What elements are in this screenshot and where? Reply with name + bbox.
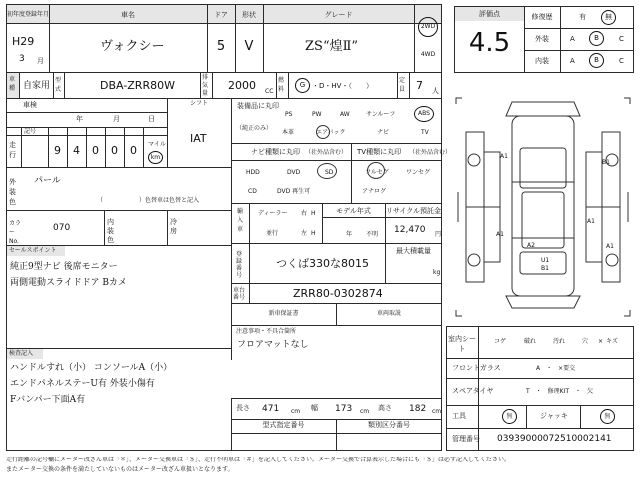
inspection-day: 日	[148, 115, 155, 123]
interior-color-label: 内装色	[107, 218, 114, 244]
length-label: 長さ	[236, 404, 250, 412]
cc-unit: CC	[265, 88, 274, 95]
length-value: 471	[262, 404, 280, 414]
color-no: 070	[53, 223, 71, 233]
grade-value: ZS“煌Ⅱ”	[305, 39, 359, 54]
equip-leather: 本革	[282, 129, 295, 136]
spare-tire-label: スペアタイヤ	[452, 387, 494, 395]
airbag-circle	[316, 125, 330, 139]
navi-label: ナビ種類に丸印	[251, 148, 300, 156]
door-label: ドア	[214, 11, 228, 19]
import-left: 左	[301, 230, 308, 237]
equip-tv: TV	[421, 129, 429, 136]
sales-point-line2: 両側電動スライドドア Bカメ	[10, 278, 127, 288]
max-load-unit: kg	[433, 269, 441, 276]
tv-label-sub: （社外品含む）	[409, 149, 452, 156]
sheet-x: ×	[598, 338, 604, 345]
navi-hdd: HDD	[246, 169, 260, 176]
car-outline-svg	[450, 92, 636, 322]
inspector-line2: エンドパネルステーU有 外装小傷有	[10, 379, 155, 389]
recycle-label: リサイクル預託金	[385, 207, 442, 215]
shift-value: IAT	[190, 132, 207, 145]
shift-label: シフト	[189, 100, 208, 107]
width-unit: cm	[360, 408, 370, 415]
damage-b1-front: B1	[602, 159, 610, 166]
import-dealer: ディーラー	[258, 210, 288, 217]
interior-grade-a: A	[570, 57, 575, 65]
mileage-digit-3: 0	[92, 144, 99, 157]
tv-analog: アナログ	[362, 188, 387, 195]
drive-2wd: 2WD	[420, 23, 436, 30]
score-value: 4.5	[468, 28, 511, 58]
first-reg-label: 初年度登録年月	[7, 11, 50, 18]
recycle-unit: 円	[435, 231, 442, 238]
import-left-mark: H	[311, 230, 316, 237]
equipment-label: 装備品に丸印	[237, 102, 279, 110]
equip-pw: PW	[312, 111, 322, 118]
import-label: 輸入車	[237, 208, 244, 233]
sheet-scratch: キズ	[606, 338, 618, 345]
jack-circle	[600, 409, 615, 424]
door-count: 5	[216, 39, 226, 54]
length-unit: cm	[291, 408, 301, 415]
car-type-label: 車種	[9, 76, 16, 92]
interior-grade-label: 内装	[535, 57, 549, 65]
damage-a1-right: A1	[587, 218, 595, 225]
mileage-digit-1: 9	[54, 144, 61, 157]
fuel-options: ・D・HV・（ ）	[312, 82, 373, 90]
import-right: 右	[301, 210, 308, 217]
exterior-grade-label: 外装	[535, 35, 549, 43]
fuel-gas-circle	[295, 78, 310, 93]
spare-tire-options: T ・ 修理KIT ・ 欠	[526, 388, 594, 395]
width-label: 幅	[311, 404, 318, 412]
repair-no-circle	[601, 10, 616, 25]
sd-circle	[317, 163, 337, 179]
drive-2wd-circle	[418, 17, 438, 37]
tv-oneseg: ワンセグ	[406, 169, 431, 176]
height-label: 高さ	[378, 404, 392, 412]
interior-grade-b: B	[594, 56, 599, 64]
inspection-year: 年	[76, 115, 83, 123]
reg-label: 登録番号	[236, 251, 243, 279]
front-glass-label: フロントガラス	[452, 364, 501, 372]
capacity-label: 定員	[399, 77, 406, 93]
tools-circle	[502, 409, 517, 424]
fuel-gas: G	[299, 81, 306, 89]
model-code: DBA-ZRR80W	[100, 79, 175, 92]
model-year-year: 年	[346, 231, 353, 238]
interior-grade-b-circle	[589, 53, 604, 68]
management-label: 管理番号	[452, 435, 480, 443]
jack-label: ジャッキ	[540, 412, 568, 420]
height-value: 182	[409, 404, 427, 414]
exterior-grade-a: A	[570, 35, 575, 43]
navi-cd: CD	[248, 188, 257, 195]
navi-dvd: DVD	[287, 169, 301, 176]
model-year-label: モデル年式	[336, 207, 371, 215]
tools-label: 工具	[452, 412, 466, 420]
inspector-line3: Fバンパー下面A有	[10, 395, 86, 405]
vehicle-manual-label: 車両取説	[376, 310, 401, 317]
sheet-hole: 穴	[582, 338, 589, 345]
navi-dvd-play: DVD 再生可	[277, 188, 311, 195]
km-label: km	[150, 153, 161, 161]
inspector-label: 検査記入	[9, 350, 34, 357]
reg-value: つくば330な8015	[276, 257, 369, 270]
tv-label: TV種類に丸印	[357, 148, 402, 156]
management-number: 0393900007251000214​1	[497, 434, 612, 444]
month-unit: 月	[37, 57, 44, 65]
repair-yes: 有	[579, 13, 586, 21]
repair-label: 修復歴	[531, 13, 553, 21]
damage-u1: U1	[541, 257, 550, 264]
displacement: 2000	[228, 79, 256, 92]
score-label: 評価点	[479, 10, 500, 18]
sheet-stain: 汚れ	[553, 338, 566, 345]
equipment-label-sub: （純正のみ）	[236, 125, 273, 132]
equip-abs: ABS	[418, 110, 430, 117]
type-cert-label: 型式指定番号	[262, 421, 305, 429]
tv-fullseg: フルセグ	[365, 169, 389, 176]
fullseg-circle	[367, 162, 385, 179]
navi-label-sub: （社外品含む）	[305, 149, 348, 156]
first-reg-month: 3	[19, 54, 25, 64]
height-unit: cm	[432, 408, 442, 415]
mileage-digit-2: 4	[73, 144, 80, 157]
inspector-line1: ハンドルすれ（小） コンソールA（小）	[10, 363, 173, 373]
color-change-note: （ ）色替車は色替と記入	[97, 197, 200, 204]
car-name: ヴォクシー	[100, 39, 165, 54]
width-value: 173	[335, 404, 353, 414]
recycle-value: 12,470	[394, 225, 426, 235]
notes-label: 注意事項・不具合箇所	[236, 328, 297, 335]
grade-label: グレード	[324, 11, 353, 19]
displacement-label: 排気量	[202, 74, 209, 97]
notes-text: フロアマットなし	[237, 340, 309, 350]
equip-aw: AW	[340, 111, 350, 118]
color-no-label: カラーNo.	[9, 220, 22, 245]
damage-a1-left: A1	[496, 231, 504, 238]
equip-abs-circle	[414, 106, 434, 122]
exterior-grade-c: C	[619, 35, 624, 43]
drive-4wd: 4WD	[420, 51, 436, 58]
inspection-label: 車検	[23, 101, 37, 109]
inspection-month: 月	[113, 115, 120, 123]
km-circle	[148, 151, 163, 164]
record-label: 記号	[24, 128, 37, 135]
mileage-digit-4: 0	[111, 144, 118, 157]
car-name-label: 車名	[121, 11, 135, 19]
damage-a1-rear: A1	[606, 243, 614, 250]
damage-b1-rear: B1	[541, 265, 549, 272]
shape-label: 形状	[242, 11, 256, 19]
interior-grade-c: C	[619, 57, 624, 65]
new-warranty-label: 新車保証書	[268, 310, 299, 317]
sheet-tear: 破れ	[524, 338, 537, 345]
import-parallel: 並行	[266, 230, 279, 237]
exterior-grade-b: B	[594, 34, 599, 42]
equip-navi: ナビ	[377, 129, 390, 136]
import-right-mark: H	[311, 210, 316, 217]
mileage-label: 走行	[9, 141, 16, 159]
body-shape: V	[244, 39, 254, 54]
front-glass-options: A ・ ×要交	[536, 365, 576, 372]
damage-a2: A2	[527, 242, 535, 249]
navi-sd: SD	[325, 169, 334, 176]
interior-sheet-label: 室内シート	[448, 335, 476, 353]
exterior-color: パール	[34, 176, 61, 186]
sales-point-line1: 純正9型ナビ 後席モニター	[10, 262, 118, 272]
sales-point-label: セールスポイント	[9, 247, 57, 254]
equip-ps: PS	[285, 111, 293, 118]
capacity-unit: 人	[432, 87, 439, 95]
tools-value: 無	[506, 412, 513, 420]
equip-sunroof: サンルーフ	[366, 111, 396, 118]
footer-note-2: またメーター交換の条件を満たしていないものはメーター改ざん車扱いとなります。	[6, 466, 234, 473]
jack-value: 無	[604, 412, 611, 420]
footer-note-1: 走行距離の記号欄にメーター改ざん車は「＊」、メーター交換車は「＄」、走行不明車は「＃」を記入してください。メーター交換で合算表示した場合にも「＄」は必ず記入してください。	[6, 457, 511, 463]
equip-airbag: エアバック	[316, 129, 346, 136]
repair-no: 無	[605, 13, 612, 21]
exterior-color-label: 外装色	[9, 178, 16, 206]
mileage-digit-5: 0	[130, 144, 137, 157]
mile-label: マイル	[148, 141, 166, 148]
exterior-grade-b-circle	[589, 31, 604, 46]
frame-label: 車台番号	[233, 287, 246, 301]
class-label: 類別区分番号	[368, 421, 410, 429]
cooler-label: 冷房	[170, 218, 177, 235]
fuel-label: 燃料	[278, 77, 285, 93]
first-reg-year: H29	[12, 35, 35, 48]
capacity: 7	[416, 79, 423, 92]
max-load-label: 最大積載量	[396, 247, 431, 255]
frame-number: ZRR80-0302874	[293, 287, 383, 300]
sheet-burn: コゲ	[494, 338, 507, 345]
model-label: 型式	[55, 77, 62, 93]
car-type: 自家用	[23, 81, 51, 91]
model-year-value: 不明	[366, 231, 379, 238]
damage-diagram	[450, 92, 636, 322]
damage-a1-front: A1	[500, 153, 508, 160]
